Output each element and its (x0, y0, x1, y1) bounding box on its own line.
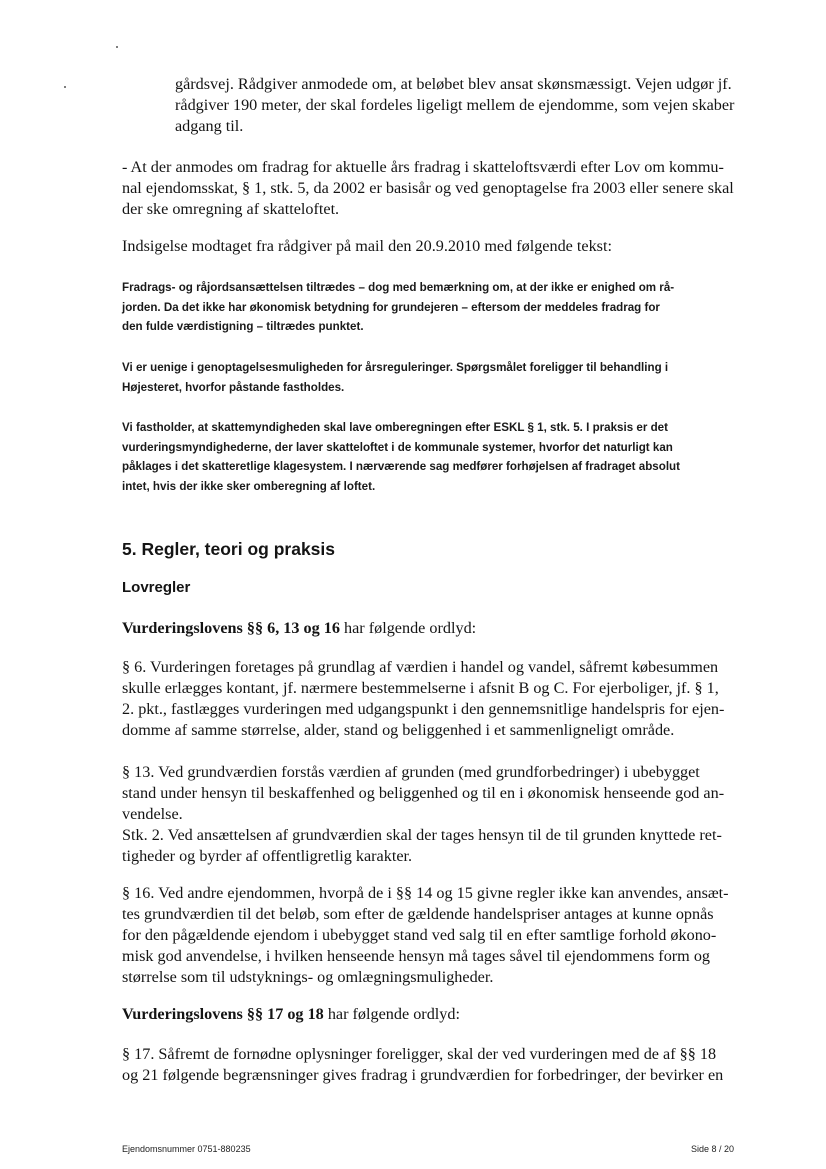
scan-speck (64, 86, 66, 88)
text-line: og 21 følgende begrænsninger gives fradrag i grundværdien for forbedringer, der bevirker en (122, 1066, 724, 1084)
text-line: § 6. Vurderingen foretages på grundlag af værdien i handel og vandel, såfremt købesummen (122, 658, 719, 676)
intro-paragraph (175, 74, 762, 137)
text-line: Fradrags- og råjordsansættelsen tiltrædes – dog med bemærkning om, at der ikke er enighed om rå- (122, 281, 675, 294)
law-reference: Vurderingslovens §§ 17 og 18 (122, 1005, 324, 1023)
section-heading: 5. Regler, teori og praksis (122, 539, 335, 559)
law-intro-text: har følgende ordlyd: (339, 619, 477, 637)
text-line: vendelse. (122, 805, 183, 823)
quote-paragraph-1 (122, 278, 762, 337)
text-line: rådgiver 190 meter, der skal fordeles ligeligt mellem de ejendomme, som vejen skaber (175, 96, 735, 114)
text-line: Vi er uenige i genoptagelsesmuligheden for årsreguleringer. Spørgsmålet foreligger til behandling i (122, 361, 669, 374)
text-line: domme af samme størrelse, alder, stand og beliggenhed i et sammenligneligt område. (122, 721, 675, 739)
text-line: nal ejendomsskat, § 1, stk. 5, da 2002 er basisår og ved genoptagelse fra 2003 eller senere skal (122, 179, 734, 197)
text-line: Vi fastholder, at skattemyndigheden skal lave omberegningen efter ESKL § 1, stk. 5. I praksis er det (122, 421, 668, 434)
text-line: størrelse som til udstyknings- og omlægningsmuligheder. (122, 968, 494, 986)
footer-property-number: Ejendomsnummer 0751-880235 (122, 1144, 251, 1154)
text-line: misk god anvendelse, i hvilken henseende hensyn må tages såvel til ejendommens form og (122, 947, 711, 965)
text-line: Højesteret, hvorfor påstande fastholdes. (122, 380, 345, 394)
quote-paragraph-2 (122, 358, 762, 397)
text-line: 2. pkt., fastlægges vurderingen med udgangspunkt i den gennemsnitlige handelspris for ejen- (122, 700, 725, 718)
footer-page-number: Side 8 / 20 (690, 1144, 734, 1154)
law-reference: Vurderingslovens §§ 6, 13 og 16 (122, 619, 340, 637)
text-line: tigheder og byrder af offentligretlig karakter. (122, 847, 413, 865)
indsigelse-intro (122, 236, 762, 257)
law-intro-6-13-16 (122, 618, 762, 639)
law-intro-text: har følgende ordlyd: (323, 1005, 460, 1023)
text-line: for den pågældende ejendom i ubebygget stand ved salg til en efter samtlige forhold økono- (122, 926, 717, 944)
text-line: påklages i det skatteretlige klagesystem. I nærværende sag medfører forhøjelsen af fradraget absolut (122, 460, 680, 473)
scan-speck (116, 46, 118, 48)
law-paragraph-17 (122, 1044, 762, 1086)
subheading: Lovregler (122, 579, 191, 596)
quote-paragraph-3 (122, 418, 762, 496)
law-paragraph-13 (122, 762, 762, 867)
text-line: vurderingsmyndighederne, der laver skatteloftet i de kommunale systemer, hvorfor det naturligt kan (122, 440, 673, 454)
text-line: stand under hensyn til beskaffenhed og beliggenhed og til en i økonomisk henseende god an- (122, 784, 725, 802)
law-paragraph-16 (122, 883, 762, 988)
text-line: - At der anmodes om fradrag for aktuelle års fradrag i skatteloftsværdi efter Lov om kommu- (122, 158, 724, 176)
law-paragraph-6 (122, 657, 762, 741)
text-line: § 17. Såfremt de fornødne oplysninger foreligger, skal der ved vurderingen med de af §§ 18 (122, 1045, 717, 1063)
text-line: tes grundværdien til det beløb, som efter de gældende handelspriser antages at kunne opnås (122, 905, 714, 923)
text-line: skulle erlægges kontant, jf. nærmere bestemmelserne i afsnit B og C. For ejerboliger, jf. § 1, (122, 679, 719, 697)
skatteloft-paragraph (122, 157, 762, 220)
text-line: adgang til. (175, 117, 244, 135)
text-line: der ske omregning af skatteloftet. (122, 200, 340, 218)
text-line: jorden. Da det ikke har økonomisk betydning for grundejeren – eftersom der meddeles fradrag for (122, 300, 660, 314)
text-line: § 13. Ved grundværdien forstås værdien af grunden (med grundforbedringer) i ubebygget (122, 763, 700, 781)
text-line: den fulde værdistigning – tiltrædes punktet. (122, 320, 364, 333)
text-line: Stk. 2. Ved ansættelsen af grundværdien skal der tages hensyn til de til grunden knyttede ret- (122, 826, 722, 844)
text-line: Indsigelse modtaget fra rådgiver på mail den 20.9.2010 med følgende tekst: (122, 237, 612, 255)
text-line: gårdsvej. Rådgiver anmodede om, at beløbet blev ansat skønsmæssigt. Vejen udgør jf. (175, 75, 732, 93)
text-line: intet, hvis der ikke sker omberegning af loftet. (122, 479, 376, 493)
law-intro-17-18 (122, 1004, 762, 1025)
text-line: § 16. Ved andre ejendommen, hvorpå de i §§ 14 og 15 givne regler ikke kan anvendes, ansæt- (122, 884, 729, 902)
